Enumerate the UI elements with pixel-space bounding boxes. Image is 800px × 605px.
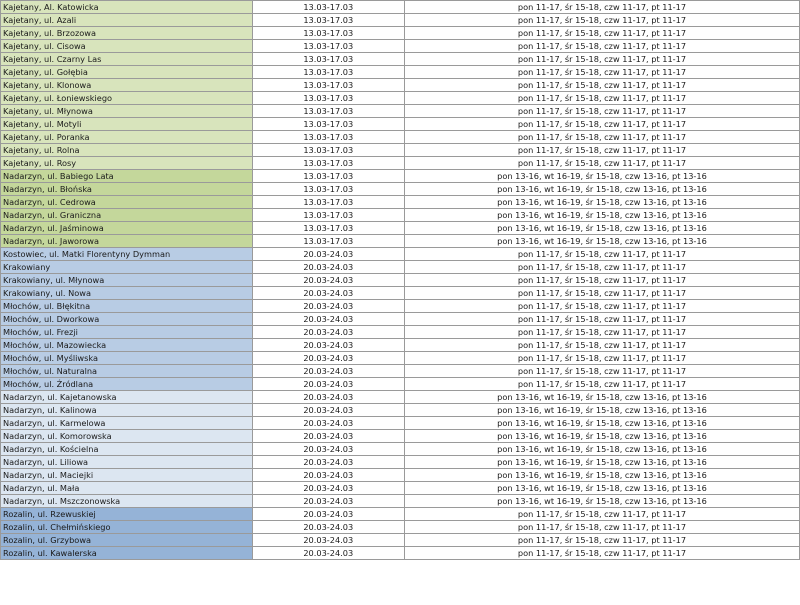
dates-cell[interactable]: 13.03-17.03 — [252, 40, 404, 53]
hours-cell[interactable]: pon 11-17, śr 15-18, czw 11-17, pt 11-17 — [404, 66, 799, 79]
table-row — [1, 209, 800, 222]
table-row — [1, 222, 800, 235]
location-cell[interactable]: Młochów, ul. Myśliwska — [1, 352, 253, 365]
dates-cell[interactable]: 13.03-17.03 — [252, 144, 404, 157]
table-row — [1, 170, 800, 183]
hours-cell[interactable]: pon 13-16, wt 16-19, śr 15-18, czw 13-16, pt 13-16 — [404, 391, 799, 404]
dates-cell[interactable]: 20.03-24.03 — [252, 482, 404, 495]
table-row — [1, 313, 800, 326]
hours-cell[interactable]: pon 13-16, wt 16-19, śr 15-18, czw 13-16, pt 13-16 — [404, 430, 799, 443]
location-cell[interactable]: Nadarzyn, ul. Komorowska — [1, 430, 253, 443]
dates-cell[interactable]: 20.03-24.03 — [252, 365, 404, 378]
dates-cell[interactable]: 20.03-24.03 — [252, 274, 404, 287]
location-cell[interactable]: Krakowiany, ul. Nowa — [1, 287, 253, 300]
location-cell[interactable]: Kajetany, ul. Rosy — [1, 157, 253, 170]
table-row — [1, 404, 800, 417]
location-cell[interactable]: Kajetany, ul. Gołębia — [1, 66, 253, 79]
dates-cell[interactable]: 13.03-17.03 — [252, 183, 404, 196]
location-cell[interactable]: Kajetany, ul. Łoniewskiego — [1, 92, 253, 105]
dates-cell[interactable]: 13.03-17.03 — [252, 92, 404, 105]
dates-cell[interactable]: 20.03-24.03 — [252, 404, 404, 417]
table-row — [1, 40, 800, 53]
location-cell[interactable]: Nadarzyn, ul. Błońska — [1, 183, 253, 196]
location-cell[interactable]: Rozalin, ul. Rzewuskiej — [1, 508, 253, 521]
location-cell[interactable]: Rozalin, ul. Chełmińskiego — [1, 521, 253, 534]
location-cell[interactable]: Nadarzyn, ul. Graniczna — [1, 209, 253, 222]
dates-cell[interactable]: 13.03-17.03 — [252, 209, 404, 222]
table-row — [1, 495, 800, 508]
dates-cell[interactable]: 13.03-17.03 — [252, 1, 404, 14]
hours-cell[interactable]: pon 13-16, wt 16-19, śr 15-18, czw 13-16, pt 13-16 — [404, 222, 799, 235]
dates-cell[interactable]: 20.03-24.03 — [252, 378, 404, 391]
hours-cell[interactable]: pon 11-17, śr 15-18, czw 11-17, pt 11-17 — [404, 365, 799, 378]
location-cell[interactable]: Młochów, ul. Frezji — [1, 326, 253, 339]
dates-cell[interactable]: 13.03-17.03 — [252, 222, 404, 235]
table-row — [1, 547, 800, 560]
table-row — [1, 157, 800, 170]
hours-cell[interactable]: pon 11-17, śr 15-18, czw 11-17, pt 11-17 — [404, 92, 799, 105]
table-row — [1, 105, 800, 118]
location-cell[interactable]: Młochów, ul. Błękitna — [1, 300, 253, 313]
table-row — [1, 196, 800, 209]
hours-cell[interactable]: pon 13-16, wt 16-19, śr 15-18, czw 13-16, pt 13-16 — [404, 170, 799, 183]
hours-cell[interactable]: pon 11-17, śr 15-18, czw 11-17, pt 11-17 — [404, 40, 799, 53]
table-row — [1, 417, 800, 430]
hours-cell[interactable]: pon 11-17, śr 15-18, czw 11-17, pt 11-17 — [404, 547, 799, 560]
hours-cell[interactable]: pon 11-17, śr 15-18, czw 11-17, pt 11-17 — [404, 53, 799, 66]
hours-cell[interactable]: pon 11-17, śr 15-18, czw 11-17, pt 11-17 — [404, 534, 799, 547]
dates-cell[interactable]: 13.03-17.03 — [252, 196, 404, 209]
hours-cell[interactable]: pon 11-17, śr 15-18, czw 11-17, pt 11-17 — [404, 79, 799, 92]
dates-cell[interactable]: 20.03-24.03 — [252, 547, 404, 560]
hours-cell[interactable]: pon 13-16, wt 16-19, śr 15-18, czw 13-16, pt 13-16 — [404, 495, 799, 508]
dates-cell[interactable]: 20.03-24.03 — [252, 443, 404, 456]
table-row — [1, 287, 800, 300]
hours-cell[interactable]: pon 11-17, śr 15-18, czw 11-17, pt 11-17 — [404, 27, 799, 40]
location-cell[interactable]: Kajetany, Al. Katowicka — [1, 1, 253, 14]
table-row — [1, 482, 800, 495]
location-cell[interactable]: Młochów, ul. Źródlana — [1, 378, 253, 391]
dates-cell[interactable]: 13.03-17.03 — [252, 235, 404, 248]
dates-cell[interactable]: 20.03-24.03 — [252, 456, 404, 469]
dates-cell[interactable]: 20.03-24.03 — [252, 261, 404, 274]
hours-cell[interactable]: pon 11-17, śr 15-18, czw 11-17, pt 11-17 — [404, 508, 799, 521]
location-cell[interactable]: Nadarzyn, ul. Jaśminowa — [1, 222, 253, 235]
hours-cell[interactable]: pon 13-16, wt 16-19, śr 15-18, czw 13-16, pt 13-16 — [404, 456, 799, 469]
location-cell[interactable]: Młochów, ul. Naturalna — [1, 365, 253, 378]
table-row — [1, 378, 800, 391]
dates-cell[interactable]: 20.03-24.03 — [252, 417, 404, 430]
hours-cell[interactable]: pon 13-16, wt 16-19, śr 15-18, czw 13-16, pt 13-16 — [404, 417, 799, 430]
location-cell[interactable]: Nadarzyn, ul. Liliowa — [1, 456, 253, 469]
dates-cell[interactable]: 13.03-17.03 — [252, 131, 404, 144]
location-cell[interactable]: Kajetany, ul. Brzozowa — [1, 27, 253, 40]
table-row — [1, 27, 800, 40]
location-cell[interactable]: Kajetany, ul. Azali — [1, 14, 253, 27]
dates-cell[interactable]: 20.03-24.03 — [252, 534, 404, 547]
table-row — [1, 521, 800, 534]
location-cell[interactable]: Krakowiany — [1, 261, 253, 274]
table-row — [1, 391, 800, 404]
table-row — [1, 235, 800, 248]
hours-cell[interactable]: pon 11-17, śr 15-18, czw 11-17, pt 11-17 — [404, 352, 799, 365]
location-cell[interactable]: Nadarzyn, ul. Karmelowa — [1, 417, 253, 430]
hours-cell[interactable]: pon 11-17, śr 15-18, czw 11-17, pt 11-17 — [404, 521, 799, 534]
location-cell[interactable]: Nadarzyn, ul. Kalinowa — [1, 404, 253, 417]
location-cell[interactable]: Kajetany, ul. Rolna — [1, 144, 253, 157]
table-row — [1, 352, 800, 365]
location-cell[interactable]: Kajetany, ul. Młynowa — [1, 105, 253, 118]
hours-cell[interactable]: pon 11-17, śr 15-18, czw 11-17, pt 11-17 — [404, 326, 799, 339]
table-row — [1, 183, 800, 196]
table-row — [1, 66, 800, 79]
dates-cell[interactable]: 20.03-24.03 — [252, 495, 404, 508]
dates-cell[interactable]: 20.03-24.03 — [252, 521, 404, 534]
hours-cell[interactable]: pon 13-16, wt 16-19, śr 15-18, czw 13-16, pt 13-16 — [404, 404, 799, 417]
dates-cell[interactable]: 20.03-24.03 — [252, 469, 404, 482]
hours-cell[interactable]: pon 11-17, śr 15-18, czw 11-17, pt 11-17 — [404, 313, 799, 326]
table-row — [1, 365, 800, 378]
hours-cell[interactable]: pon 11-17, śr 15-18, czw 11-17, pt 11-17 — [404, 131, 799, 144]
hours-cell[interactable]: pon 13-16, wt 16-19, śr 15-18, czw 13-16, pt 13-16 — [404, 482, 799, 495]
hours-cell[interactable]: pon 11-17, śr 15-18, czw 11-17, pt 11-17 — [404, 14, 799, 27]
location-cell[interactable]: Nadarzyn, ul. Kościelna — [1, 443, 253, 456]
hours-cell[interactable]: pon 11-17, śr 15-18, czw 11-17, pt 11-17 — [404, 339, 799, 352]
hours-cell[interactable]: pon 13-16, wt 16-19, śr 15-18, czw 13-16, pt 13-16 — [404, 235, 799, 248]
location-cell[interactable]: Nadarzyn, ul. Kajetanowska — [1, 391, 253, 404]
hours-cell[interactable]: pon 11-17, śr 15-18, czw 11-17, pt 11-17 — [404, 1, 799, 14]
table-row — [1, 1, 800, 14]
hours-cell[interactable]: pon 11-17, śr 15-18, czw 11-17, pt 11-17 — [404, 300, 799, 313]
location-cell[interactable]: Nadarzyn, ul. Babiego Lata — [1, 170, 253, 183]
dates-cell[interactable]: 20.03-24.03 — [252, 313, 404, 326]
hours-cell[interactable]: pon 11-17, śr 15-18, czw 11-17, pt 11-17 — [404, 274, 799, 287]
location-cell[interactable]: Kajetany, ul. Czarny Las — [1, 53, 253, 66]
location-cell[interactable]: Nadarzyn, ul. Jaworowa — [1, 235, 253, 248]
schedule-body — [1, 1, 800, 560]
location-cell[interactable]: Nadarzyn, ul. Mała — [1, 482, 253, 495]
table-row — [1, 508, 800, 521]
table-row — [1, 339, 800, 352]
dates-cell[interactable]: 13.03-17.03 — [252, 118, 404, 131]
table-row — [1, 443, 800, 456]
table-row — [1, 248, 800, 261]
location-cell[interactable]: Nadarzyn, ul. Maciejki — [1, 469, 253, 482]
location-cell[interactable]: Krakowiany, ul. Młynowa — [1, 274, 253, 287]
table-row — [1, 534, 800, 547]
hours-cell[interactable]: pon 11-17, śr 15-18, czw 11-17, pt 11-17 — [404, 105, 799, 118]
table-row — [1, 144, 800, 157]
dates-cell[interactable]: 20.03-24.03 — [252, 430, 404, 443]
table-row — [1, 274, 800, 287]
table-row — [1, 261, 800, 274]
hours-cell[interactable]: pon 11-17, śr 15-18, czw 11-17, pt 11-17 — [404, 378, 799, 391]
dates-cell[interactable]: 20.03-24.03 — [252, 326, 404, 339]
location-cell[interactable]: Kajetany, ul. Cisowa — [1, 40, 253, 53]
hours-cell[interactable]: pon 13-16, wt 16-19, śr 15-18, czw 13-16, pt 13-16 — [404, 443, 799, 456]
table-row — [1, 131, 800, 144]
table-row — [1, 456, 800, 469]
dates-cell[interactable]: 20.03-24.03 — [252, 300, 404, 313]
table-row — [1, 14, 800, 27]
location-cell[interactable]: Nadarzyn, ul. Cedrowa — [1, 196, 253, 209]
hours-cell[interactable]: pon 11-17, śr 15-18, czw 11-17, pt 11-17 — [404, 157, 799, 170]
dates-cell[interactable]: 20.03-24.03 — [252, 248, 404, 261]
location-cell[interactable]: Rozalin, ul. Kawalerska — [1, 547, 253, 560]
location-cell[interactable]: Kajetany, ul. Motyli — [1, 118, 253, 131]
dates-cell[interactable]: 13.03-17.03 — [252, 66, 404, 79]
location-cell[interactable]: Kajetany, ul. Klonowa — [1, 79, 253, 92]
dates-cell[interactable]: 20.03-24.03 — [252, 287, 404, 300]
location-cell[interactable]: Kajetany, ul. Poranka — [1, 131, 253, 144]
dates-cell[interactable]: 20.03-24.03 — [252, 508, 404, 521]
hours-cell[interactable]: pon 13-16, wt 16-19, śr 15-18, czw 13-16, pt 13-16 — [404, 209, 799, 222]
location-cell[interactable]: Nadarzyn, ul. Mszczonowska — [1, 495, 253, 508]
hours-cell[interactable]: pon 11-17, śr 15-18, czw 11-17, pt 11-17 — [404, 118, 799, 131]
dates-cell[interactable]: 13.03-17.03 — [252, 53, 404, 66]
table-row — [1, 300, 800, 313]
hours-cell[interactable]: pon 13-16, wt 16-19, śr 15-18, czw 13-16, pt 13-16 — [404, 183, 799, 196]
dates-cell[interactable]: 13.03-17.03 — [252, 157, 404, 170]
hours-cell[interactable]: pon 11-17, śr 15-18, czw 11-17, pt 11-17 — [404, 248, 799, 261]
dates-cell[interactable]: 13.03-17.03 — [252, 170, 404, 183]
table-row — [1, 326, 800, 339]
table-row — [1, 92, 800, 105]
location-cell[interactable]: Młochów, ul. Mazowiecka — [1, 339, 253, 352]
table-row — [1, 469, 800, 482]
hours-cell[interactable]: pon 13-16, wt 16-19, śr 15-18, czw 13-16, pt 13-16 — [404, 469, 799, 482]
table-row — [1, 118, 800, 131]
dates-cell[interactable]: 13.03-17.03 — [252, 79, 404, 92]
hours-cell[interactable]: pon 11-17, śr 15-18, czw 11-17, pt 11-17 — [404, 261, 799, 274]
table-row — [1, 79, 800, 92]
hours-cell[interactable]: pon 11-17, śr 15-18, czw 11-17, pt 11-17 — [404, 287, 799, 300]
hours-cell[interactable]: pon 11-17, śr 15-18, czw 11-17, pt 11-17 — [404, 144, 799, 157]
dates-cell[interactable]: 13.03-17.03 — [252, 27, 404, 40]
table-row — [1, 53, 800, 66]
dates-cell[interactable]: 13.03-17.03 — [252, 105, 404, 118]
table-row — [1, 430, 800, 443]
location-cell[interactable]: Rozalin, ul. Grzybowa — [1, 534, 253, 547]
dates-cell[interactable]: 20.03-24.03 — [252, 339, 404, 352]
dates-cell[interactable]: 20.03-24.03 — [252, 391, 404, 404]
dates-cell[interactable]: 20.03-24.03 — [252, 352, 404, 365]
hours-cell[interactable]: pon 13-16, wt 16-19, śr 15-18, czw 13-16, pt 13-16 — [404, 196, 799, 209]
location-cell[interactable]: Kostowiec, ul. Matki Florentyny Dymman — [1, 248, 253, 261]
dates-cell[interactable]: 13.03-17.03 — [252, 14, 404, 27]
location-cell[interactable]: Młochów, ul. Dworkowa — [1, 313, 253, 326]
